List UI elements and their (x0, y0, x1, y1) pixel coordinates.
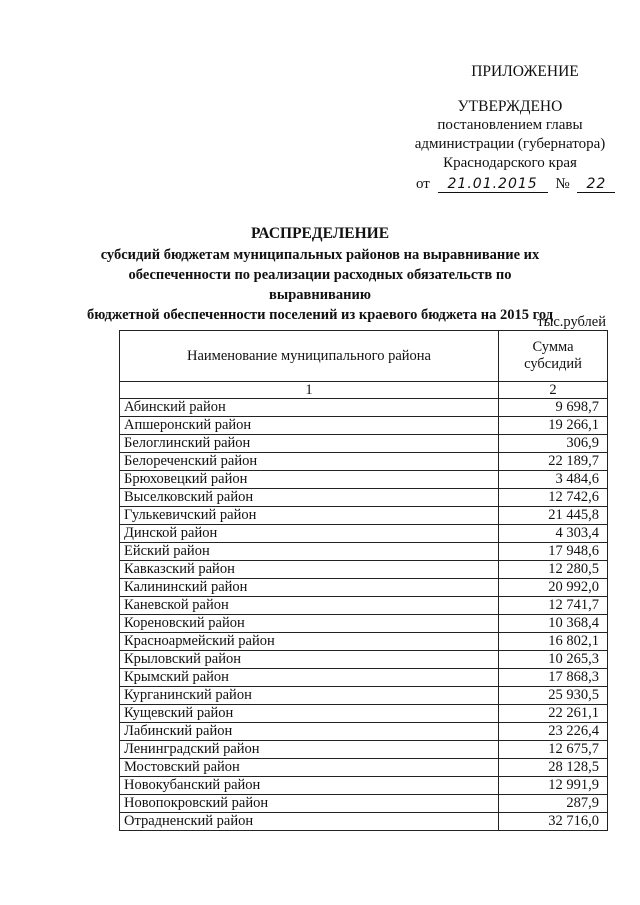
table-row (120, 705, 608, 723)
table-row (120, 795, 608, 813)
district-name-cell: Гулькевичский район (120, 507, 499, 525)
district-name-cell: Калининский район (120, 579, 499, 597)
date-prefix: от (416, 176, 430, 192)
table-body (120, 399, 608, 831)
subsidy-value-cell: 4 303,4 (499, 525, 608, 543)
table-row (120, 633, 608, 651)
district-name-cell: Ейский район (120, 543, 499, 561)
subsidy-value-cell: 12 741,7 (499, 597, 608, 615)
subsidy-value-cell: 20 992,0 (499, 579, 608, 597)
district-name-cell: Мостовский район (120, 759, 499, 777)
table-row (120, 435, 608, 453)
district-name-cell: Лабинский район (120, 723, 499, 741)
table-header-row (120, 331, 608, 382)
table-row (120, 651, 608, 669)
table-row (120, 471, 608, 489)
district-name-cell: Абинский район (120, 399, 499, 417)
subsidy-value-cell: 32 716,0 (499, 813, 608, 831)
subsidy-value-cell: 10 265,3 (499, 651, 608, 669)
column-number-2: 2 (499, 382, 608, 399)
district-name-cell: Ленинградский район (120, 741, 499, 759)
subsidy-table (119, 330, 608, 831)
district-name-cell: Белореченский район (120, 453, 499, 471)
title-line-1: субсидий бюджетам муниципальных районов на выравнивание их (100, 247, 540, 263)
district-name-cell: Курганинский район (120, 687, 499, 705)
header-district-name: Наименование муниципального района (120, 331, 499, 382)
district-name-cell: Новопокровский район (120, 795, 499, 813)
table-row (120, 525, 608, 543)
approval-block (400, 62, 620, 194)
district-name-cell: Кореновский район (120, 615, 499, 633)
title-heading: РАСПРЕДЕЛЕНИЕ (250, 225, 390, 242)
title-line-2: обеспеченности по реализации расходных обязательств по выравниванию (128, 267, 512, 303)
subsidy-value-cell: 3 484,6 (499, 471, 608, 489)
district-name-cell: Белоглинский район (120, 435, 499, 453)
handwritten-number: 22 (577, 176, 615, 193)
approval-line-3: Краснодарского края (443, 155, 577, 171)
column-number-row (120, 382, 608, 399)
district-name-cell: Крыловский район (120, 651, 499, 669)
subsidy-value-cell: 12 280,5 (499, 561, 608, 579)
handwritten-date: 21.01.2015 (438, 176, 548, 193)
subsidy-value-cell: 10 368,4 (499, 615, 608, 633)
table-row (120, 453, 608, 471)
subsidy-value-cell: 17 868,3 (499, 669, 608, 687)
approval-line-2: администрации (губернатора) (414, 136, 606, 152)
subsidy-value-cell: 17 948,6 (499, 543, 608, 561)
document-title (80, 224, 560, 325)
header-sum-line-2: субсидий (524, 356, 582, 372)
table-row (120, 579, 608, 597)
units-label: тыс.рублей (537, 314, 606, 330)
district-name-cell: Динской район (120, 525, 499, 543)
district-name-cell: Апшеронский район (120, 417, 499, 435)
table-row (120, 759, 608, 777)
district-name-cell: Красноармейский район (120, 633, 499, 651)
number-prefix: № (555, 176, 570, 192)
table-row (120, 543, 608, 561)
table-row (120, 687, 608, 705)
header-sum-line-1: Сумма (532, 339, 574, 355)
subsidy-value-cell: 306,9 (499, 435, 608, 453)
header-subsidy-sum (499, 331, 608, 382)
subsidy-value-cell: 25 930,5 (499, 687, 608, 705)
approval-line-1: постановлением главы (437, 117, 583, 133)
district-name-cell: Отрадненский район (120, 813, 499, 831)
subsidy-value-cell: 23 226,4 (499, 723, 608, 741)
district-name-cell: Выселковский район (120, 489, 499, 507)
table-row (120, 615, 608, 633)
district-name-cell: Кавказский район (120, 561, 499, 579)
table-row (120, 399, 608, 417)
subsidy-value-cell: 19 266,1 (499, 417, 608, 435)
district-name-cell: Новокубанский район (120, 777, 499, 795)
table-row (120, 723, 608, 741)
district-name-cell: Каневской район (120, 597, 499, 615)
table-row (120, 561, 608, 579)
district-name-cell: Крымский район (120, 669, 499, 687)
subsidy-value-cell: 16 802,1 (499, 633, 608, 651)
subsidy-value-cell: 9 698,7 (499, 399, 608, 417)
subsidy-value-cell: 12 742,6 (499, 489, 608, 507)
approved-label: УТВЕРЖДЕНО (457, 98, 563, 115)
table-row (120, 813, 608, 831)
table-row (120, 417, 608, 435)
table-row (120, 741, 608, 759)
subsidy-value-cell: 12 675,7 (499, 741, 608, 759)
subsidy-value-cell: 28 128,5 (499, 759, 608, 777)
district-name-cell: Брюховецкий район (120, 471, 499, 489)
table-row (120, 489, 608, 507)
title-line-3: бюджетной обеспеченности поселений из краевого бюджета на 2015 год (86, 307, 554, 323)
subsidy-value-cell: 22 189,7 (499, 453, 608, 471)
date-number-line (400, 175, 620, 194)
column-number-1: 1 (120, 382, 499, 399)
subsidy-value-cell: 12 991,9 (499, 777, 608, 795)
table-row (120, 777, 608, 795)
table-row (120, 597, 608, 615)
table-row (120, 669, 608, 687)
subsidy-value-cell: 287,9 (499, 795, 608, 813)
subsidy-value-cell: 22 261,1 (499, 705, 608, 723)
appendix-label: ПРИЛОЖЕНИЕ (471, 63, 579, 80)
district-name-cell: Кущевский район (120, 705, 499, 723)
subsidy-value-cell: 21 445,8 (499, 507, 608, 525)
table-row (120, 507, 608, 525)
